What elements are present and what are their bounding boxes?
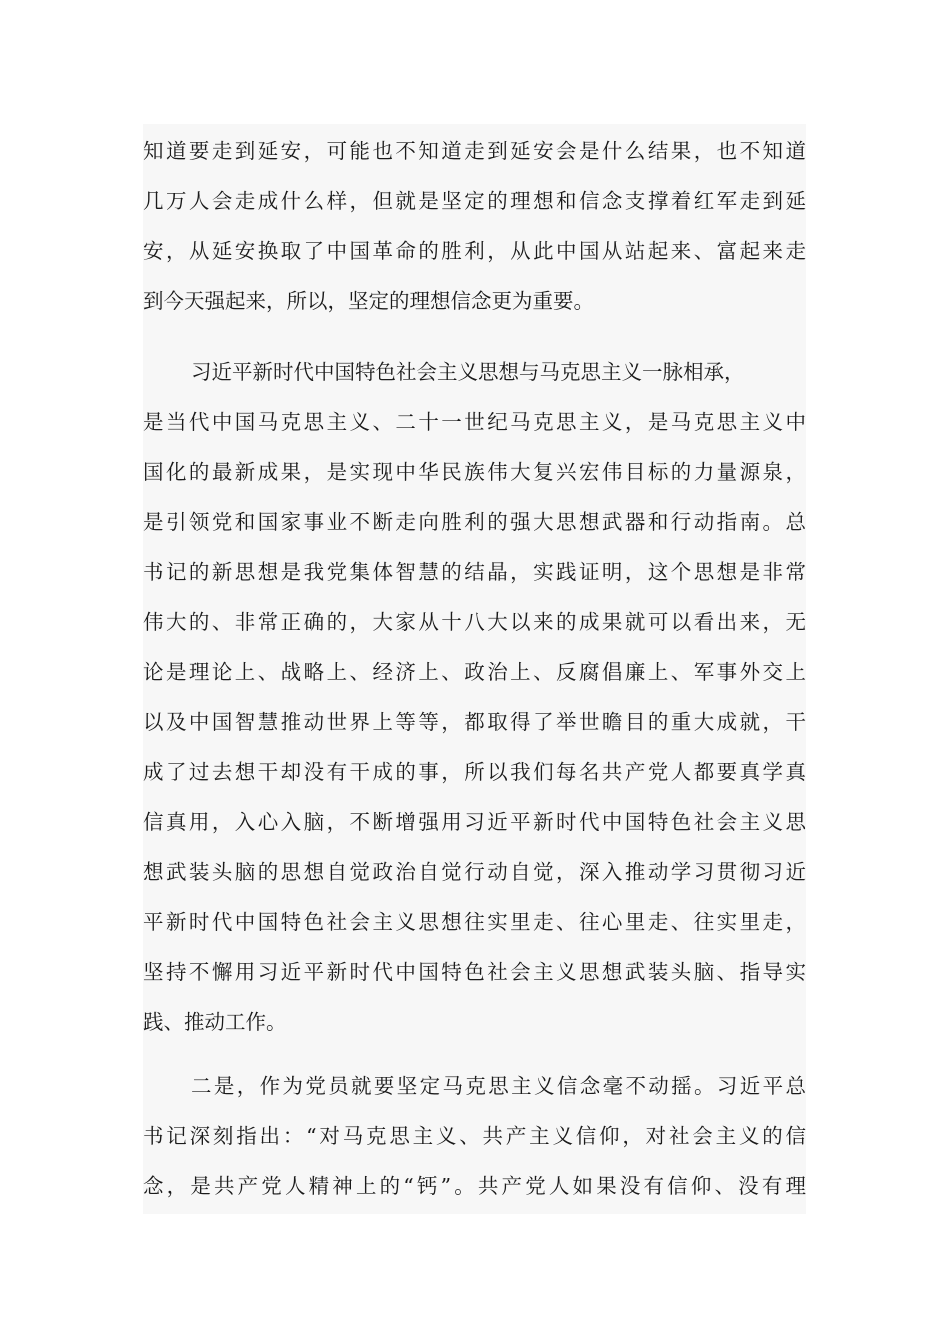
text-line: 念，是共产党人精神上的“钙”。共产党人如果没有信仰、没有理 — [143, 1174, 806, 1198]
text-line: 论是理论上、战略上、经济上、政治上、反腐倡廉上、军事外交上 — [143, 660, 806, 684]
text-line: 知道要走到延安，可能也不知道走到延安会是什么结果，也不知道 — [143, 139, 806, 163]
text-line: 二是，作为党员就要坚定马克思主义信念毫不动摇。习近平总 — [191, 1074, 806, 1098]
text-line: 安，从延安换取了中国革命的胜利，从此中国从站起来、富起来走 — [143, 239, 806, 263]
paragraph-3 — [143, 1061, 806, 1211]
paragraph-2 — [143, 347, 806, 1047]
document-page — [143, 124, 806, 1214]
text-line: 想武装头脑的思想自觉政治自觉行动自觉，深入推动学习贯彻习近 — [143, 860, 806, 884]
text-line: 书记的新思想是我党集体智慧的结晶，实践证明，这个思想是非常 — [143, 560, 806, 584]
text-line: 平新时代中国特色社会主义思想往实里走、往心里走、往实里走， — [143, 910, 806, 934]
text-line: 信真用，入心入脑，不断增强用习近平新时代中国特色社会主义思 — [143, 810, 806, 834]
text-line: 到今天强起来，所以，坚定的理想信念更为重要。 — [143, 289, 594, 313]
text-line: 成了过去想干却没有干成的事，所以我们每名共产党人都要真学真 — [143, 760, 806, 784]
text-line: 坚持不懈用习近平新时代中国特色社会主义思想武装头脑、指导实 — [143, 960, 806, 984]
text-line: 几万人会走成什么样，但就是坚定的理想和信念支撑着红军走到延 — [143, 189, 806, 213]
text-line: 是引领党和国家事业不断走向胜利的强大思想武器和行动指南。总 — [143, 510, 806, 534]
text-line: 书记深刻指出：“对马克思主义、共产主义信仰，对社会主义的信 — [143, 1124, 806, 1148]
text-line: 习近平新时代中国特色社会主义思想与马克思主义一脉相承， — [191, 360, 745, 384]
text-line: 国化的最新成果，是实现中华民族伟大复兴宏伟目标的力量源泉， — [143, 460, 806, 484]
text-line: 践、推动工作。 — [143, 1010, 287, 1034]
text-line: 是当代中国马克思主义、二十一世纪马克思主义，是马克思主义中 — [143, 410, 806, 434]
text-line: 伟大的、非常正确的，大家从十八大以来的成果就可以看出来，无 — [143, 610, 806, 634]
text-line: 以及中国智慧推动世界上等等，都取得了举世瞻目的重大成就，干 — [143, 710, 806, 734]
paragraph-1 — [143, 126, 806, 326]
